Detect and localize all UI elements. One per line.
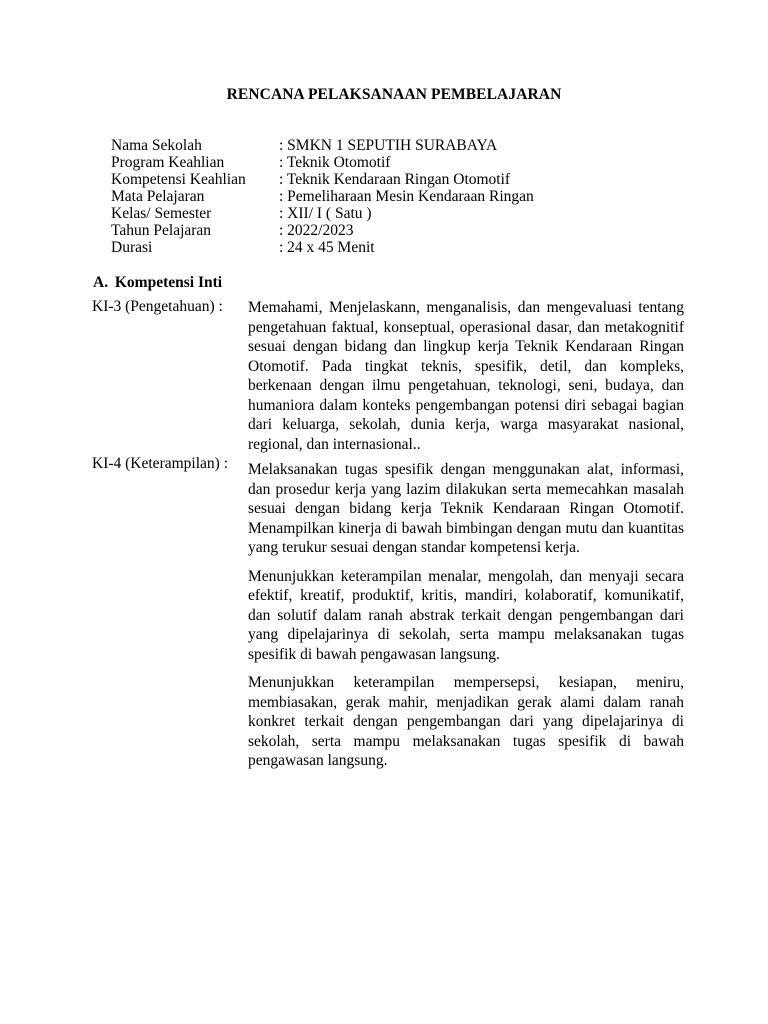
info-row-durasi <box>111 239 534 256</box>
info-value: : 24 x 45 Menit <box>279 239 375 256</box>
info-value: : XII/ I ( Satu ) <box>279 205 372 222</box>
section-title: Kompetensi Inti <box>114 274 223 291</box>
document-title: RENCANA PELAKSANAAN PEMBELAJARAN <box>226 86 562 103</box>
section-number: A. <box>93 274 109 291</box>
ki4-content <box>248 460 684 780</box>
ki3-label: KI-3 (Pengetahuan) : <box>92 298 223 315</box>
info-label: Kelas/ Semester <box>111 205 212 222</box>
info-table <box>111 137 534 256</box>
info-value: : Teknik Otomotif <box>279 154 391 171</box>
info-row-tahun-pelajaran <box>111 222 534 239</box>
info-row-program-keahlian <box>111 154 534 171</box>
info-value: : Pemeliharaan Mesin Kendaraan Ringan <box>279 188 534 205</box>
section-heading <box>93 274 222 292</box>
info-row-kelas-semester <box>111 205 534 222</box>
info-row-kompetensi-keahlian <box>111 171 534 188</box>
info-value: : SMKN 1 SEPUTIH SURABAYA <box>279 137 498 154</box>
ki3-content <box>248 298 684 463</box>
info-label: Nama Sekolah <box>111 137 202 154</box>
info-label: Tahun Pelajaran <box>111 222 212 239</box>
info-row-mata-pelajaran <box>111 188 534 205</box>
info-label: Kompetensi Keahlian <box>111 171 246 188</box>
ki4-paragraph: Menunjukkan keterampilan menalar, mengolah, dan menyaji secara efektif, kreatif, produktif, kritis, mandiri, kolaboratif, komunikatif, dan solutif dalam ranah abstrak terkait dengan pengembangan dari yang dipelajarinya di sekolah, serta mampu melaksanakan tugas spesifik di bawah pengawasan langsung. <box>248 567 684 663</box>
ki3-paragraph: Memahami, Menjelaskann, menganalisis, dan mengevaluasi tentang pengetahuan faktual, konseptual, operasional dasar, dan metakognitif sesuai dengan bidang dan lingkup kerja Teknik Kendaraan Ringan Otomotif. Pada tingkat teknis, spesifik, detil, dan kompleks, berkenaan dengan ilmu pengetahuan, teknologi, seni, budaya, dan humaniora dalam konteks pengembangan potensi diri sebagai bagian dari keluarga, sekolah, dunia kerja, warga masyarakat nasional, regional, dan internasional.. <box>248 299 684 453</box>
info-label: Mata Pelajaran <box>111 188 205 205</box>
ki4-label: KI-4 (Keterampilan) : <box>92 455 228 472</box>
info-value: : Teknik Kendaraan Ringan Otomotif <box>279 171 511 188</box>
info-row-nama-sekolah <box>111 137 534 154</box>
ki4-paragraph: Melaksanakan tugas spesifik dengan menggunakan alat, informasi, dan prosedur kerja yang lazim dilakukan serta memecahkan masalah sesuai dengan bidang kerja Teknik Kendaraan Ringan Otomotif. Menampilkan kinerja di bawah bimbingan dengan mutu dan kuantitas yang terukur sesuai dengan standar kompetensi kerja. <box>248 461 684 556</box>
info-label: Durasi <box>111 239 153 256</box>
ki4-paragraph: Menunjukkan keterampilan mempersepsi, kesiapan, meniru, membiasakan, gerak mahir, menjadikan gerak alami dalam ranah konkret terkait dengan pengembangan dari yang dipelajarinya di sekolah, serta mampu melaksanakan tugas spesifik di bawah pengawasan langsung. <box>248 674 684 769</box>
info-value: : 2022/2023 <box>279 222 354 239</box>
info-label: Program Keahlian <box>111 154 225 171</box>
